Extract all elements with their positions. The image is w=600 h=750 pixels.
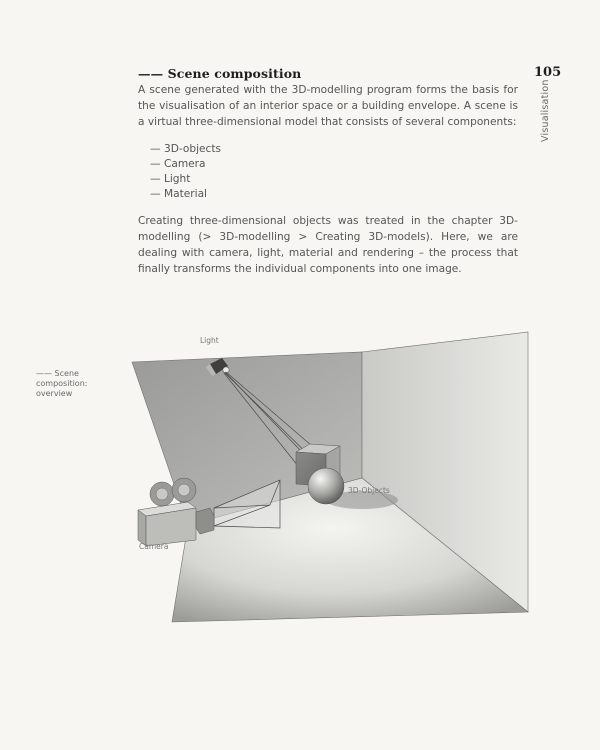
camera-label: Camera — [139, 542, 169, 551]
list-item: — Light — [150, 173, 191, 185]
sphere-object — [308, 468, 344, 504]
light-label: Light — [200, 336, 219, 345]
chapter-side-title: Visualisation — [540, 79, 551, 142]
list-item: — 3D-objects — [150, 143, 222, 155]
page-number: 105 — [534, 65, 562, 80]
intro-paragraph: A scene generated with the 3D-modelling program forms the basis for the visualisation of an interior space or a building envelope. A scene is a virtual three-dimensional model that consists of several components: — [138, 84, 518, 128]
section-heading: —— Scene composition — [138, 66, 302, 81]
list-item: — Material — [150, 188, 207, 200]
list-item: — Camera — [150, 158, 206, 170]
scene-composition-figure — [130, 330, 540, 660]
component-list — [150, 142, 221, 202]
figure-caption: —— Scene composition: overview — [36, 369, 88, 398]
second-paragraph: Creating three-dimensional objects was treated in the chapter 3D-modelling (> 3D-modelling > Creating 3D-models). Here, we are dealing with camera, light, material and rendering – the process that finally transforms the individual components into one image. — [138, 215, 518, 275]
objects-label: 3D-Objects — [348, 486, 390, 495]
